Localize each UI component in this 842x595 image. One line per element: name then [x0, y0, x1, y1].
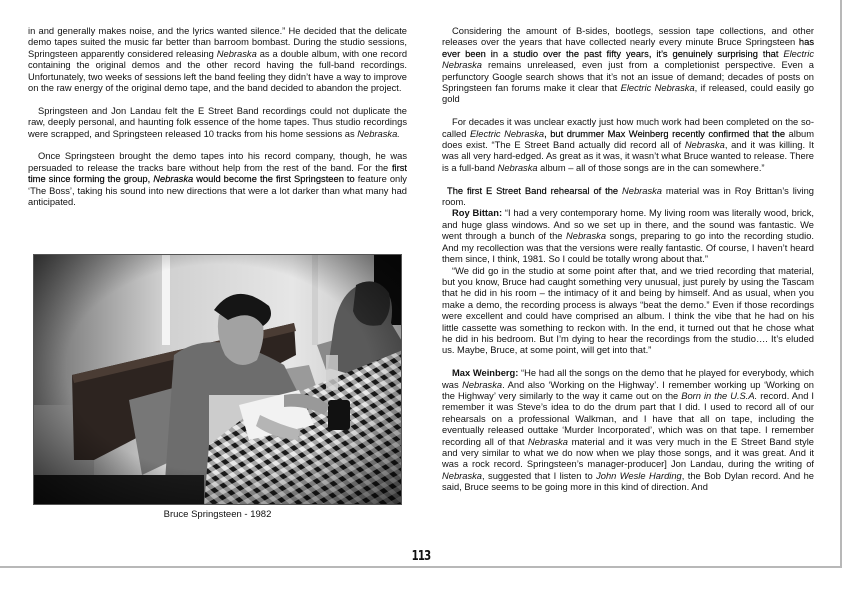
left-column: [28, 26, 407, 220]
text-run-dark: The first E Street Band rehearsal of the: [447, 185, 623, 196]
right-column: [442, 26, 814, 505]
italic-title: Electric Nebraska: [620, 83, 695, 94]
italic-title: Nebraska: [684, 140, 725, 151]
photo-caption: Bruce Springsteen - 1982: [163, 509, 272, 520]
text-run-dark: would become the first Springsteen to: [193, 174, 355, 185]
text-run: remains unreleased, even just from a completionist perspective. Even a perfunctory Google search shows that it’s not an issue of demand; decades of posts on Springsteen fan forums make it clear that: [442, 60, 814, 94]
text-run: in and generally makes noise, and the lyrics wanted silence.” He decided that the delicate demo tapes suited the music far better than barroom bombast. During the studio sessions, Springsteen apparently considered releasing: [28, 26, 407, 59]
paragraph: [442, 26, 814, 106]
text-run-dark: first time since forming the group,: [28, 162, 407, 185]
paragraph: [28, 151, 407, 208]
paragraph: [442, 186, 814, 209]
paragraph: [28, 106, 407, 140]
text-run: For decades it was unclear exactly just how much work had been completed on the so-called: [442, 117, 814, 139]
text-run: as a double album, with one record containing the original demos and the other record having the full-band recordings. Unfortunately, two weeks of sessions left the band feeling they didn’t have a way to improve on the raw energy of the original demo tape, and the band decided to abandon the project.: [28, 48, 408, 94]
text-run: . And also ‘Working on the Highway’. I remember working up ‘Working on the Highway’ very similarly to the way it came out on the: [442, 379, 814, 401]
photo: [33, 254, 402, 505]
text-run: Once Springsteen brought the demo tapes into his record company, though, he was persuaded to release the tracks bare without help from the rest of the band. For the: [28, 151, 407, 173]
italic-title: Nebraska: [566, 231, 607, 242]
text-run: material and it was very much in the E Street Band style and very similar to what we do now when we play those songs, and it was great. And it was a rock record. Springsteen’s manager-producer] Jon Landau, during the writing of: [442, 436, 814, 470]
italic-title: Nebraska: [153, 174, 194, 185]
speaker-name: Max Weinberg:: [452, 368, 519, 379]
text-run: , the Bob Dylan record. And he said, Bruce seems to be going more in this kind of direction. And: [442, 470, 815, 493]
italic-title: Electric Nebraska: [469, 128, 545, 139]
italic-title: Nebraska: [622, 185, 663, 196]
italic-title: Nebraska: [462, 379, 503, 390]
italic-title: Nebraska: [442, 470, 482, 481]
page-number: 113: [411, 549, 431, 564]
text-run-dark: , but drummer Max Weinberg recently confirmed that the: [544, 128, 786, 139]
text-run: record. And I remember it was Steve’s idea to do the drum part that I did. I used to record all of our rehearsals on a professional Walkman, and I have that all on tape, including the eventually released outtake ‘Murder Incorporated’, which was on that tape. I remember recording all of that: [442, 390, 814, 447]
italic-title: Nebraska: [497, 162, 538, 173]
text-run: , and it was killing. It was all very hard-edged. As great as it was, it wasn’t what Bruce wanted to release. There is a full-band: [442, 140, 814, 173]
paragraph: [442, 266, 814, 357]
italic-title: John Wesle Harding: [596, 470, 682, 481]
italic-title: Nebraska.: [357, 128, 400, 139]
italic-title: Nebraska: [528, 436, 568, 447]
paragraph: [442, 117, 814, 174]
photo-illustration: [34, 255, 402, 505]
text-run: , if released, could easily go gold: [442, 83, 814, 105]
paragraph: [442, 368, 814, 493]
text-run: “I had a very contemporary home. My living room was literally wood, brick, and huge glass windows. And so we set up in there, and the sound was fantastic. We went through a bunch of the: [442, 208, 814, 242]
italic-title: Electric Nebraska: [442, 48, 814, 71]
italic-title: Nebraska: [216, 48, 257, 59]
text-run: songs, preparing to go into the recording studio. And my recollection was that the versions were really fantastic. Of course, I haven’t heard them since, I think, 1981. So I could be totally wrong about that.”: [442, 231, 814, 265]
text-run: material was in Roy Brittan’s living room.: [442, 185, 814, 208]
text-run: album does exist. “The E Street Band actually did record all of: [442, 128, 815, 151]
text-run: “We did go in the studio at some point after that, and we tried recording that material, but you know, Bruce had caught something very unusual, just purely by using the Tascam that he did in his room – the intimacy of it and being by himself. And as usual, when you make a demo, the recording process is always “beat the demo.” Even if those recordings were excellent and could have comprised an album. I think the vibe that he had on his little cassette was something to reckon with. In the end, it turned out that he chose what he did in his bedroom. But I’m dying to hear the recordings from the studio…. It’s eluded us. Maybe, Bruce, at some point, will get into that.”: [442, 265, 814, 356]
paragraph: [28, 26, 407, 94]
italic-title: Born in the U.S.A.: [681, 390, 758, 401]
text-run: , suggested that I listen to: [482, 470, 597, 481]
text-run: feature only ‘The Boss’, taking his sound into new directions that were a lot darker than what many had anticipated.: [28, 174, 407, 208]
text-run: Considering the amount of B-sides, bootlegs, session tape collections, and other releases over the years that have collected nearly every minute Bruce Springsteen: [442, 26, 814, 48]
paragraph: [442, 208, 814, 265]
text-run: Springsteen and Jon Landau felt the E Street Band recordings could not duplicate the raw, deeply personal, and haunting folk essence of the home tapes. Thus studio recordings were scrapped, and Springsteen released 10 tracks from his home sessions as: [28, 105, 407, 139]
text-run-dark: has ever been in a studio over the past fifty years, it’s genuinely surprising that: [442, 37, 814, 59]
speaker-name: Roy Bittan:: [452, 208, 503, 219]
text-run: album – all of those songs are in the can somewhere.”: [537, 162, 765, 173]
text-run: “He had all the songs on the demo that he played for everybody, which was: [442, 368, 814, 390]
